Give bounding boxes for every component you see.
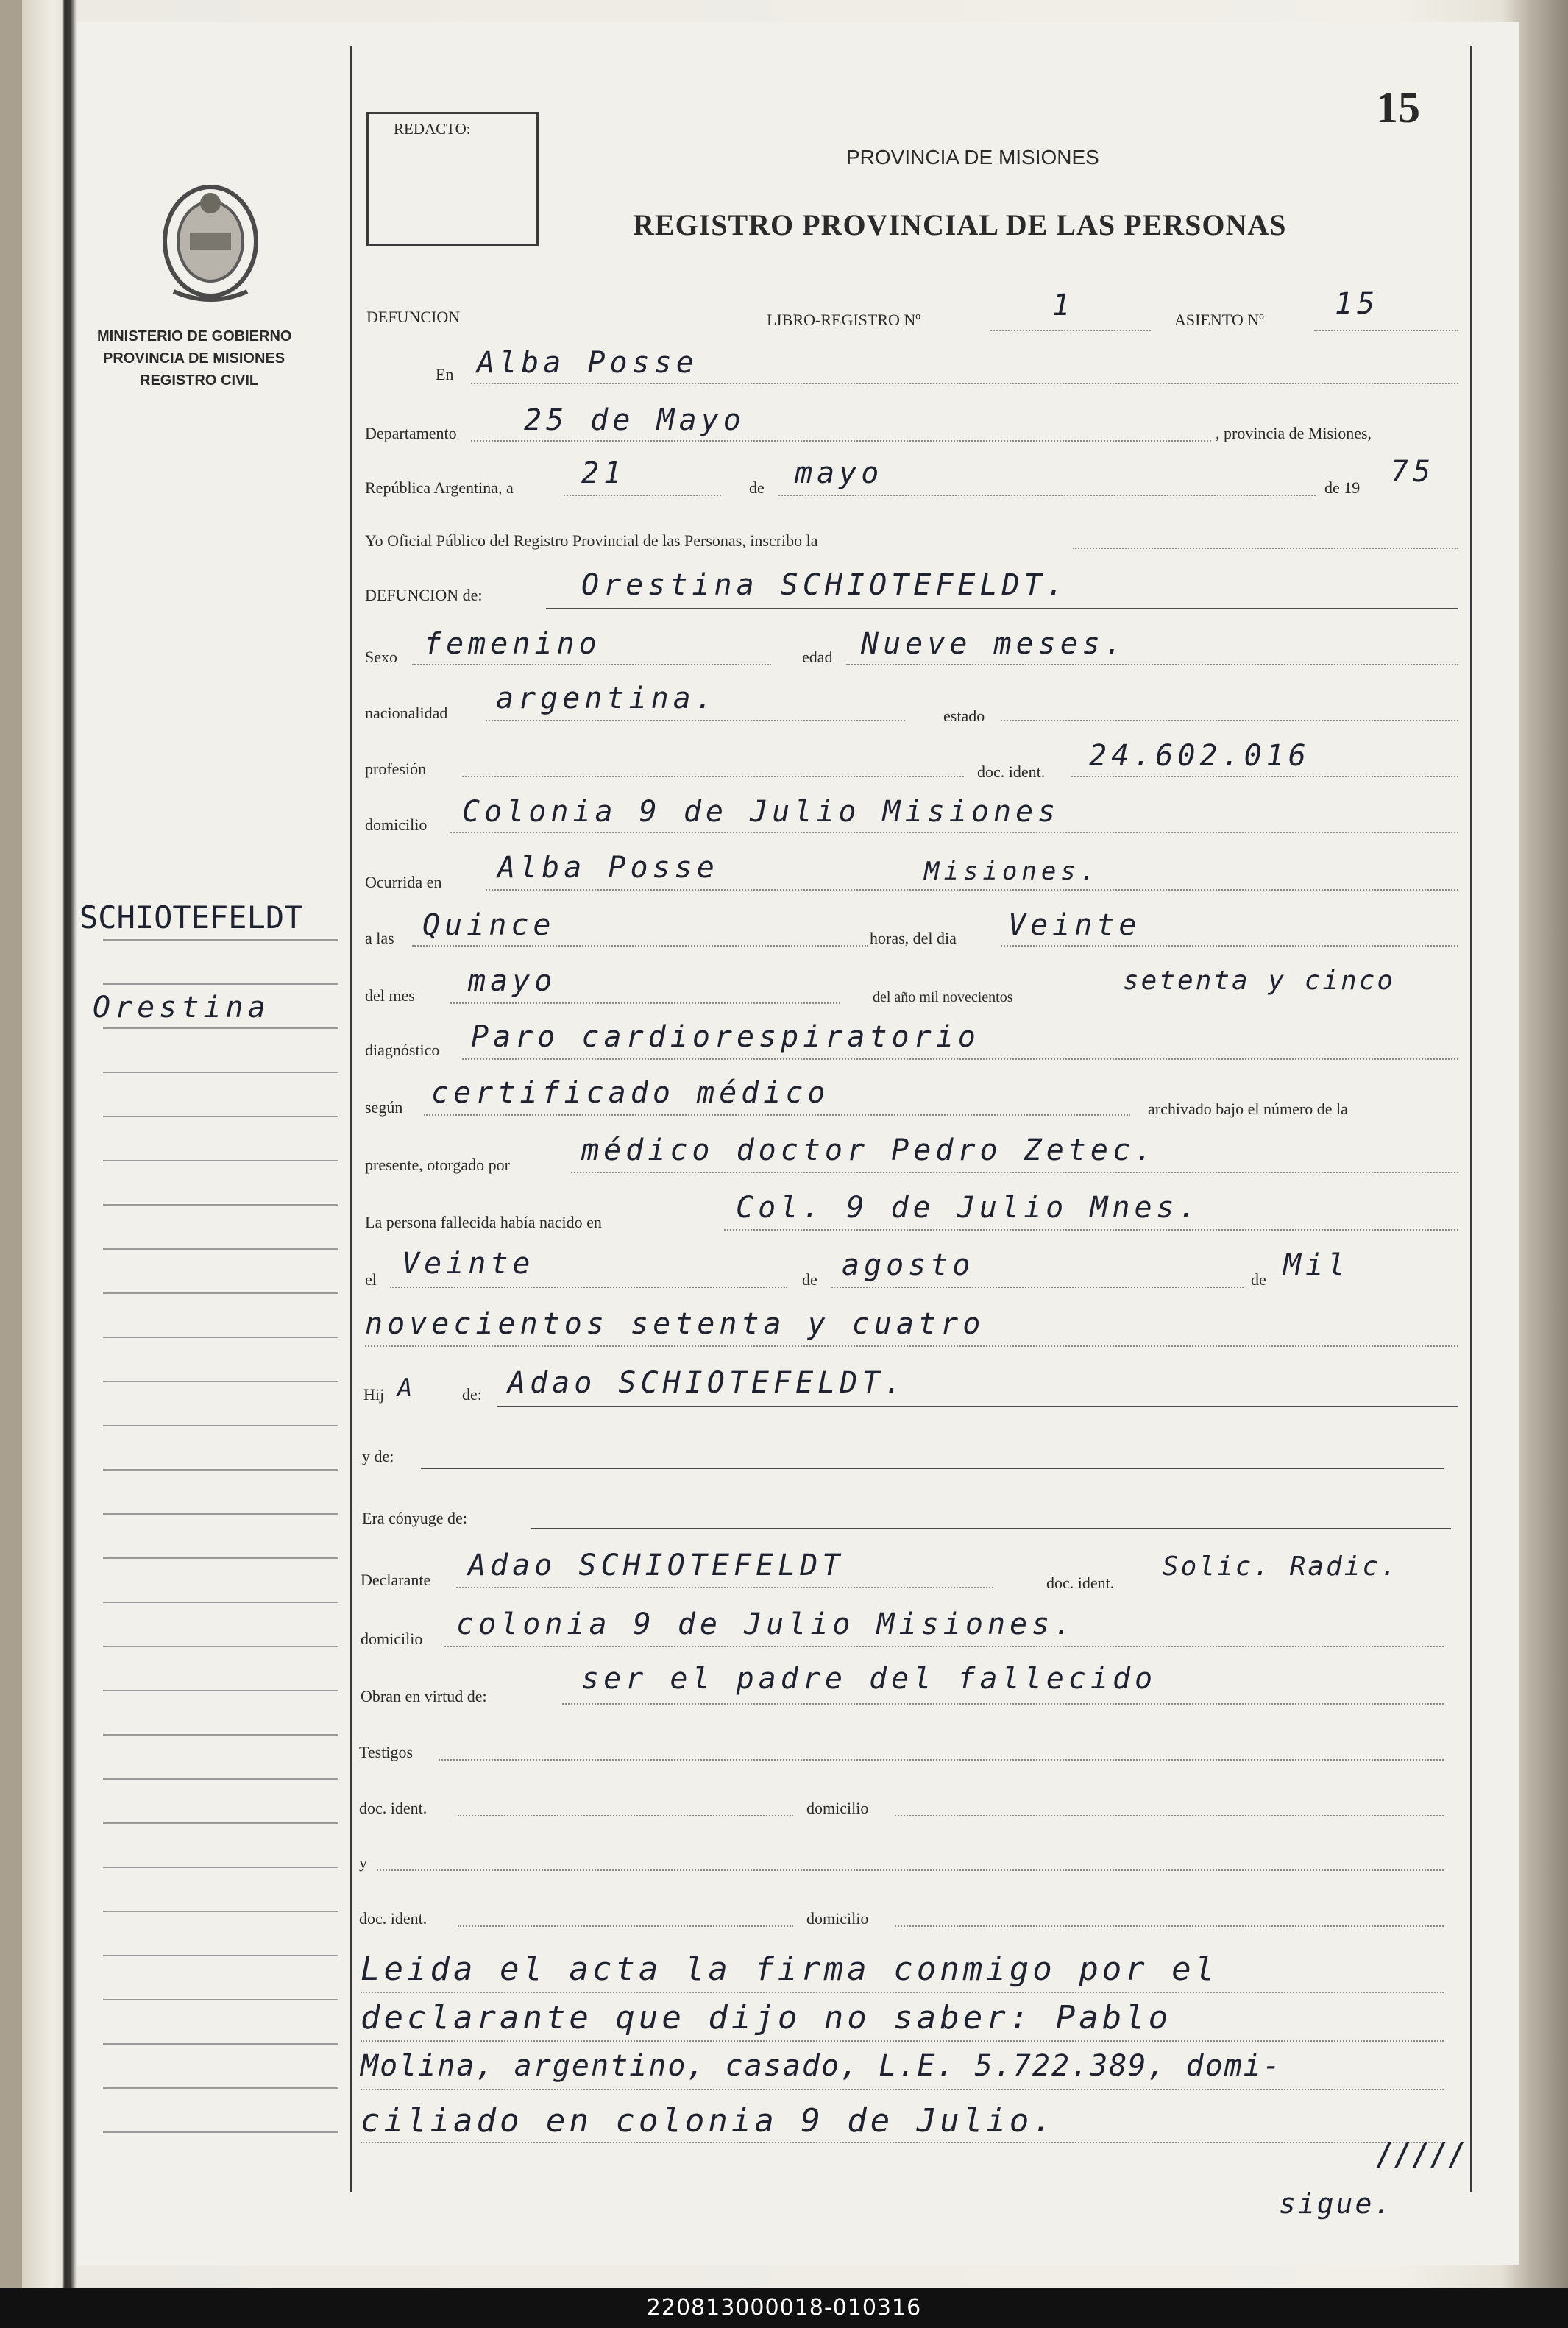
redacto-stamp-box [366, 112, 539, 246]
decl-domicilio-value: colonia 9 de Julio Misiones. [456, 1607, 1076, 1641]
asiento-number: 15 [1335, 287, 1380, 321]
mes-texto-value: mayo [468, 964, 557, 998]
ministry-line-3: REGISTRO CIVIL [140, 372, 259, 389]
margin-line [103, 1027, 338, 1029]
margin-line [103, 1602, 338, 1603]
testigos-line [439, 1759, 1444, 1761]
doc-ident-label: doc. ident. [977, 763, 1046, 781]
estado-line [1001, 720, 1458, 721]
registry-heading: REGISTRO PROVINCIAL DE LAS PERSONAS [633, 208, 1287, 241]
nacionalidad-label: nacionalidad [365, 704, 448, 722]
margin-line [103, 1204, 338, 1206]
margin-line [103, 1072, 338, 1073]
testigo1-domicilio-label: domicilio [806, 1799, 869, 1817]
libro-number: 1 [1052, 289, 1075, 322]
padre-line [497, 1406, 1458, 1407]
en-value: Alba Posse [477, 346, 698, 380]
coat-of-arms-seal [152, 181, 269, 306]
nombre-fallecido: Orestina SCHIOTEFELDT. [581, 568, 1068, 602]
decl-domicilio-label: domicilio [361, 1630, 423, 1648]
otorgado-line [571, 1172, 1458, 1173]
province-heading: PROVINCIA DE MISIONES [846, 146, 1099, 169]
document-id-footer: 220813000018-010316 [0, 2288, 1568, 2328]
departamento-label: Departamento [365, 424, 457, 442]
persona-nacido-label: La persona fallecida había nacido en [365, 1213, 602, 1231]
conyuge-line [531, 1528, 1451, 1529]
testigo2-domicilio-label: domicilio [806, 1909, 869, 1928]
anio-texto-value: setenta y cinco [1123, 966, 1396, 996]
declarante-label: Declarante [361, 1571, 431, 1589]
decl-domicilio-line [444, 1646, 1444, 1647]
declarante-line [456, 1587, 993, 1588]
horas-dia-label: horas, del dia [870, 929, 957, 947]
de-mil-label: de [1251, 1270, 1266, 1289]
obran-label: Obran en virtud de: [361, 1687, 487, 1705]
testigo1-doc-line [458, 1815, 793, 1816]
margin-line [103, 983, 338, 985]
nac-mes-value: agosto [842, 1248, 975, 1282]
fecha-mes: mayo [795, 456, 884, 490]
nac-dia-value: Veinte [402, 1247, 535, 1281]
diagnostico-line [462, 1058, 1458, 1060]
segun-label: según [365, 1098, 403, 1117]
margin-line [103, 1778, 338, 1780]
de-label-2: de [802, 1270, 817, 1289]
margin-line [103, 1955, 338, 1956]
margin-line [103, 1425, 338, 1426]
leida-line-3-rule [361, 2089, 1444, 2090]
closing-slashes: ///// [1374, 2136, 1465, 2173]
mes-texto-line [450, 1002, 840, 1004]
asiento-label: ASIENTO Nº [1174, 311, 1264, 329]
sigue-note: sigue. [1279, 2187, 1394, 2220]
margin-line [103, 939, 338, 941]
nac-mil-value: Mil [1283, 1248, 1350, 1282]
el-label: el [365, 1270, 377, 1289]
margin-line [103, 1116, 338, 1117]
leida-line-1-rule [361, 1992, 1444, 1993]
leida-line-1: Leida el acta la firma conmigo por el [361, 1950, 1218, 1988]
conyuge-label: Era cónyuge de: [362, 1509, 467, 1527]
decl-doc-value: Solic. Radic. [1163, 1552, 1399, 1582]
nacido-en-line [724, 1229, 1458, 1231]
ocurrida-line [486, 889, 1458, 891]
profesion-line [462, 776, 964, 777]
testigos-label: Testigos [359, 1743, 414, 1761]
margin-surname: SCHIOTEFELDT [79, 899, 303, 935]
dia-texto-line [1001, 945, 1458, 947]
estado-label: estado [943, 707, 985, 725]
margin-line [103, 1690, 338, 1691]
nac-mes-line [831, 1287, 1244, 1288]
libro-line [990, 330, 1151, 331]
margin-line [103, 1646, 338, 1647]
margin-line [103, 1513, 338, 1515]
en-line [471, 383, 1458, 384]
margin-line [103, 1999, 338, 2000]
en-label: En [436, 365, 454, 383]
testigo1-domicilio-line [895, 1815, 1444, 1816]
testigo1-doc-label: doc. ident. [359, 1799, 428, 1817]
margin-line [103, 2131, 338, 2133]
yo-oficial-line [1073, 548, 1458, 549]
margin-line [103, 1292, 338, 1294]
republica-label: República Argentina, a [365, 478, 514, 497]
segun-line [424, 1114, 1130, 1116]
hora-value: Quince [422, 908, 556, 942]
asiento-line [1314, 330, 1458, 331]
leida-line-2: declarante que dijo no saber: Pablo [361, 1999, 1172, 2037]
margin-line [103, 2043, 338, 2045]
decl-doc-label: doc. ident. [1046, 1574, 1115, 1592]
dia-texto-value: Veinte [1008, 908, 1141, 942]
y-line [377, 1869, 1444, 1871]
ocurrida-label: Ocurrida en [365, 873, 442, 891]
fecha-dia-line [564, 495, 721, 496]
margin-line [103, 1867, 338, 1868]
defuncion-label: DEFUNCION [366, 308, 461, 326]
margin-given-name: Orestina [93, 991, 270, 1025]
margin-line [103, 2087, 338, 2089]
del-anio-label: del año mil novecientos [873, 989, 1013, 1005]
padre-value: Adao SCHIOTEFELDT. [508, 1366, 907, 1400]
nac-dia-line [390, 1287, 787, 1288]
del-mes-label: del mes [365, 986, 415, 1005]
madre-line [421, 1468, 1444, 1469]
obran-line [562, 1703, 1444, 1705]
departamento-line [471, 440, 1211, 442]
testigo2-doc-label: doc. ident. [359, 1909, 428, 1928]
edad-label: edad [802, 648, 833, 666]
fecha-anio: 75 [1391, 455, 1436, 489]
obran-value: ser el padre del fallecido [581, 1662, 1157, 1696]
defuncion-de-label: DEFUNCION de: [365, 586, 483, 604]
libro-label: LIBRO-REGISTRO Nº [767, 311, 921, 329]
edad-line [846, 664, 1458, 665]
declarante-value: Adao SCHIOTEFELDT [468, 1549, 845, 1582]
hij-de-label: de: [462, 1385, 482, 1404]
doc-ident-line [1071, 776, 1458, 777]
margin-line [103, 1337, 338, 1338]
nacionalidad-line [486, 720, 905, 721]
right-frame-line [1470, 46, 1472, 2192]
fecha-dia: 21 [581, 456, 626, 490]
domicilio-value: Colonia 9 de Julio Misiones [462, 795, 1060, 829]
provincia-label: , provincia de Misiones, [1216, 424, 1372, 442]
ocurrida-provincia: Misiones. [924, 857, 1100, 886]
y-de-label: y de: [362, 1447, 394, 1465]
margin-line [103, 1911, 338, 1912]
book-binding [0, 0, 22, 2328]
margin-line [103, 1734, 338, 1736]
yo-oficial-text: Yo Oficial Público del Registro Provincial de las Personas, inscribo la [365, 531, 818, 550]
left-frame-line [350, 46, 352, 2192]
margin-line [103, 1557, 338, 1559]
margin-line [103, 1469, 338, 1471]
profesion-label: profesión [365, 760, 427, 778]
doc-ident-value: 24.602.016 [1089, 739, 1310, 773]
departamento-value: 25 de Mayo [524, 403, 745, 437]
segun-value: certificado médico [431, 1076, 830, 1110]
domicilio-line [450, 832, 1458, 833]
leida-line-2-rule [361, 2040, 1444, 2042]
ministry-line-2: PROVINCIA DE MISIONES [103, 350, 285, 367]
sexo-line [412, 664, 771, 665]
leida-line-3: Molina, argentino, casado, L.E. 5.722.389, domi- [361, 2049, 1282, 2083]
nacionalidad-value: argentina. [496, 682, 717, 715]
testigo2-doc-line [458, 1925, 793, 1927]
margin-line [103, 1160, 338, 1161]
defuncion-de-line [546, 608, 1458, 609]
diagnostico-value: Paro cardiorespiratorio [471, 1020, 980, 1054]
nac-anio-line [365, 1345, 1458, 1347]
ocurrida-value: Alba Posse [497, 851, 719, 885]
domicilio-label: domicilio [365, 815, 428, 834]
y-label: y [359, 1853, 367, 1872]
sexo-value: femenino [424, 627, 601, 661]
leida-line-4-rule [361, 2142, 1444, 2143]
de-19-label: de 19 [1324, 478, 1361, 497]
testigo2-domicilio-line [895, 1925, 1444, 1927]
ministry-line-1: MINISTERIO DE GOBIERNO [97, 328, 292, 344]
diagnostico-label: diagnóstico [365, 1041, 440, 1059]
otorgado-value: médico doctor Pedro Zetec. [581, 1133, 1157, 1167]
presente-label: presente, otorgado por [365, 1156, 510, 1174]
hij-label: Hij [363, 1385, 385, 1404]
hora-line [412, 945, 868, 947]
redacto-label: REDACTO: [394, 120, 471, 138]
archivado-label: archivado bajo el número de la [1148, 1100, 1348, 1118]
a-las-label: a las [365, 929, 394, 947]
nacido-en-value: Col. 9 de Julio Mnes. [736, 1191, 1201, 1225]
page-number: 15 [1376, 83, 1420, 132]
margin-line [103, 1822, 338, 1824]
fecha-mes-line [778, 495, 1316, 496]
de-label-1: de [749, 478, 765, 497]
margin-line [103, 1248, 338, 1250]
sexo-label: Sexo [365, 648, 397, 666]
hij-suffix: A [397, 1373, 413, 1403]
edad-value: Nueve meses. [861, 627, 1127, 661]
nac-anio-value: novecientos setenta y cuatro [365, 1307, 985, 1341]
margin-line [103, 1381, 338, 1382]
leida-line-4: ciliado en colonia 9 de Julio. [361, 2102, 1056, 2140]
